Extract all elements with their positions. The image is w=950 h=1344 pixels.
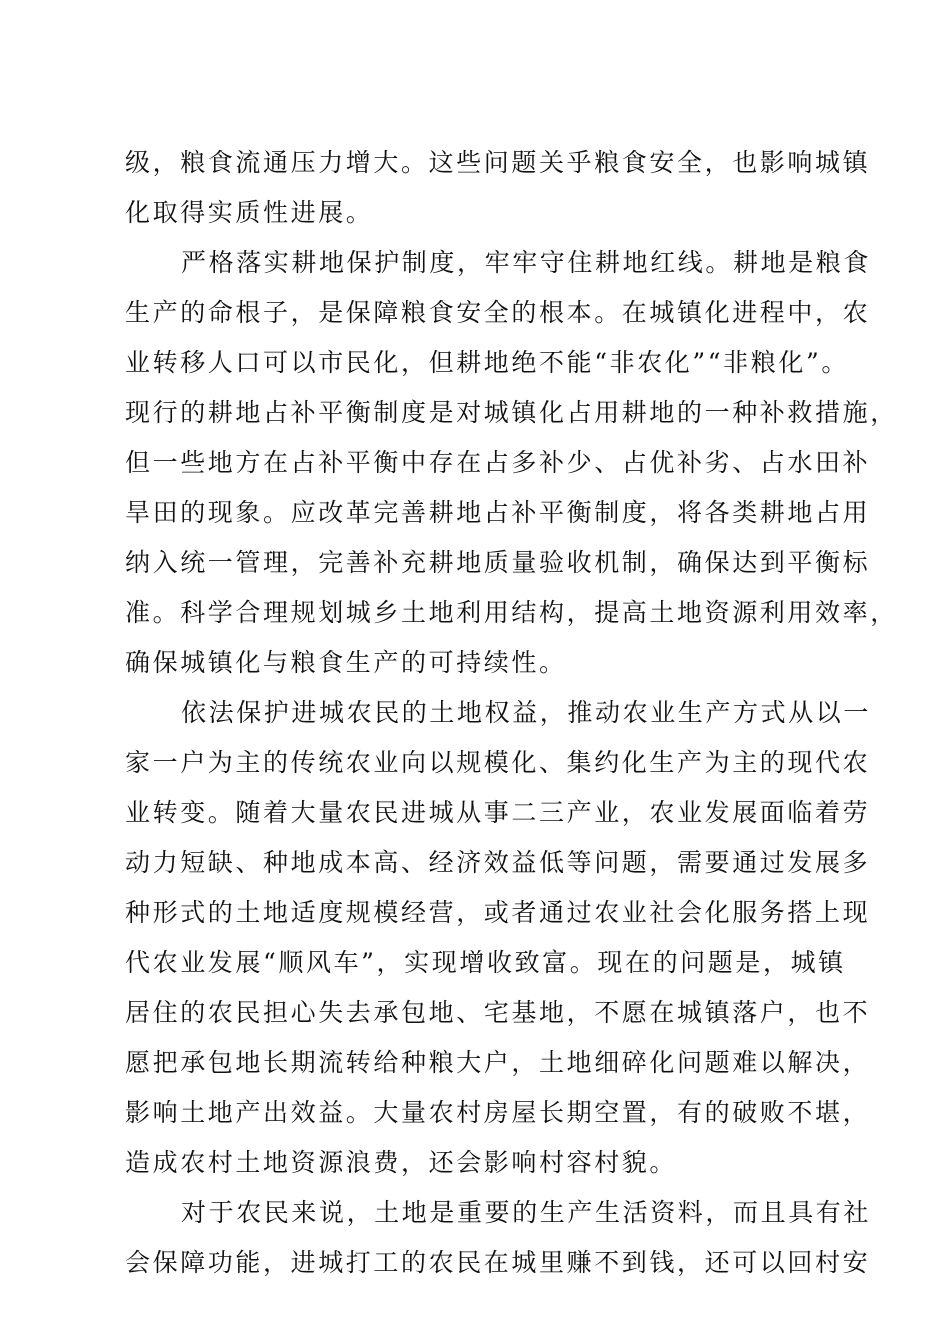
text-line: 纳入统一管理，完善补充耕地质量验收机制，确保达到平衡标 xyxy=(125,548,871,577)
text-line: 准。科学合理规划城乡土地利用结构，提高土地资源利用效率， xyxy=(125,598,898,627)
text-line: 生产的命根子，是保障粮食安全的根本。在城镇化进程中，农 xyxy=(125,298,871,327)
text-line: 影响土地产出效益。大量农村房屋长期空置，有的破败不堪， xyxy=(125,1098,871,1127)
text-line: 居住的农民担心失去承包地、宅基地，不愿在城镇落户，也不 xyxy=(125,998,871,1027)
text-line: 业转移人口可以市民化，但耕地绝不能“非农化”“非粮化”。 xyxy=(125,348,849,377)
text-line: 依法保护进城农民的土地权益，推动农业生产方式从以一 xyxy=(181,698,872,727)
text-line: 造成农村土地资源浪费，还会影响村容村貌。 xyxy=(125,1148,678,1177)
text-line: 级，粮食流通压力增大。这些问题关乎粮食安全，也影响城镇 xyxy=(125,148,871,177)
document-body xyxy=(125,138,898,1288)
text-line: 会保障功能，进城打工的农民在城里赚不到钱，还可以回村安 xyxy=(125,1248,871,1277)
text-line: 严格落实耕地保护制度，牢牢守住耕地红线。耕地是粮食 xyxy=(181,248,872,277)
paragraph-4 xyxy=(125,1188,872,1288)
paragraph-1 xyxy=(125,138,871,238)
text-line: 种形式的土地适度规模经营，或者通过农业社会化服务搭上现 xyxy=(125,898,871,927)
text-line: 旱田的现象。应改革完善耕地占补平衡制度，将各类耕地占用 xyxy=(125,498,871,527)
text-line: 业转变。随着大量农民进城从事二三产业，农业发展面临着劳 xyxy=(125,798,871,827)
text-line: 确保城镇化与粮食生产的可持续性。 xyxy=(125,648,567,677)
paragraph-3 xyxy=(125,688,872,1188)
text-line: 家一户为主的传统农业向以规模化、集约化生产为主的现代农 xyxy=(125,748,871,777)
text-line: 化取得实质性进展。 xyxy=(125,198,374,227)
text-line: 但一些地方在占补平衡中存在占多补少、占优补劣、占水田补 xyxy=(125,448,871,477)
text-line: 现行的耕地占补平衡制度是对城镇化占用耕地的一种补救措施， xyxy=(125,398,898,427)
text-line: 动力短缺、种地成本高、经济效益低等问题，需要通过发展多 xyxy=(125,848,871,877)
text-line: 对于农民来说，土地是重要的生产生活资料，而且具有社 xyxy=(181,1198,872,1227)
text-line: 代农业发展“顺风车”，实现增收致富。现在的问题是，城镇 xyxy=(125,948,846,977)
paragraph-2 xyxy=(125,238,898,688)
text-line: 愿把承包地长期流转给种粮大户，土地细碎化问题难以解决， xyxy=(125,1048,871,1077)
